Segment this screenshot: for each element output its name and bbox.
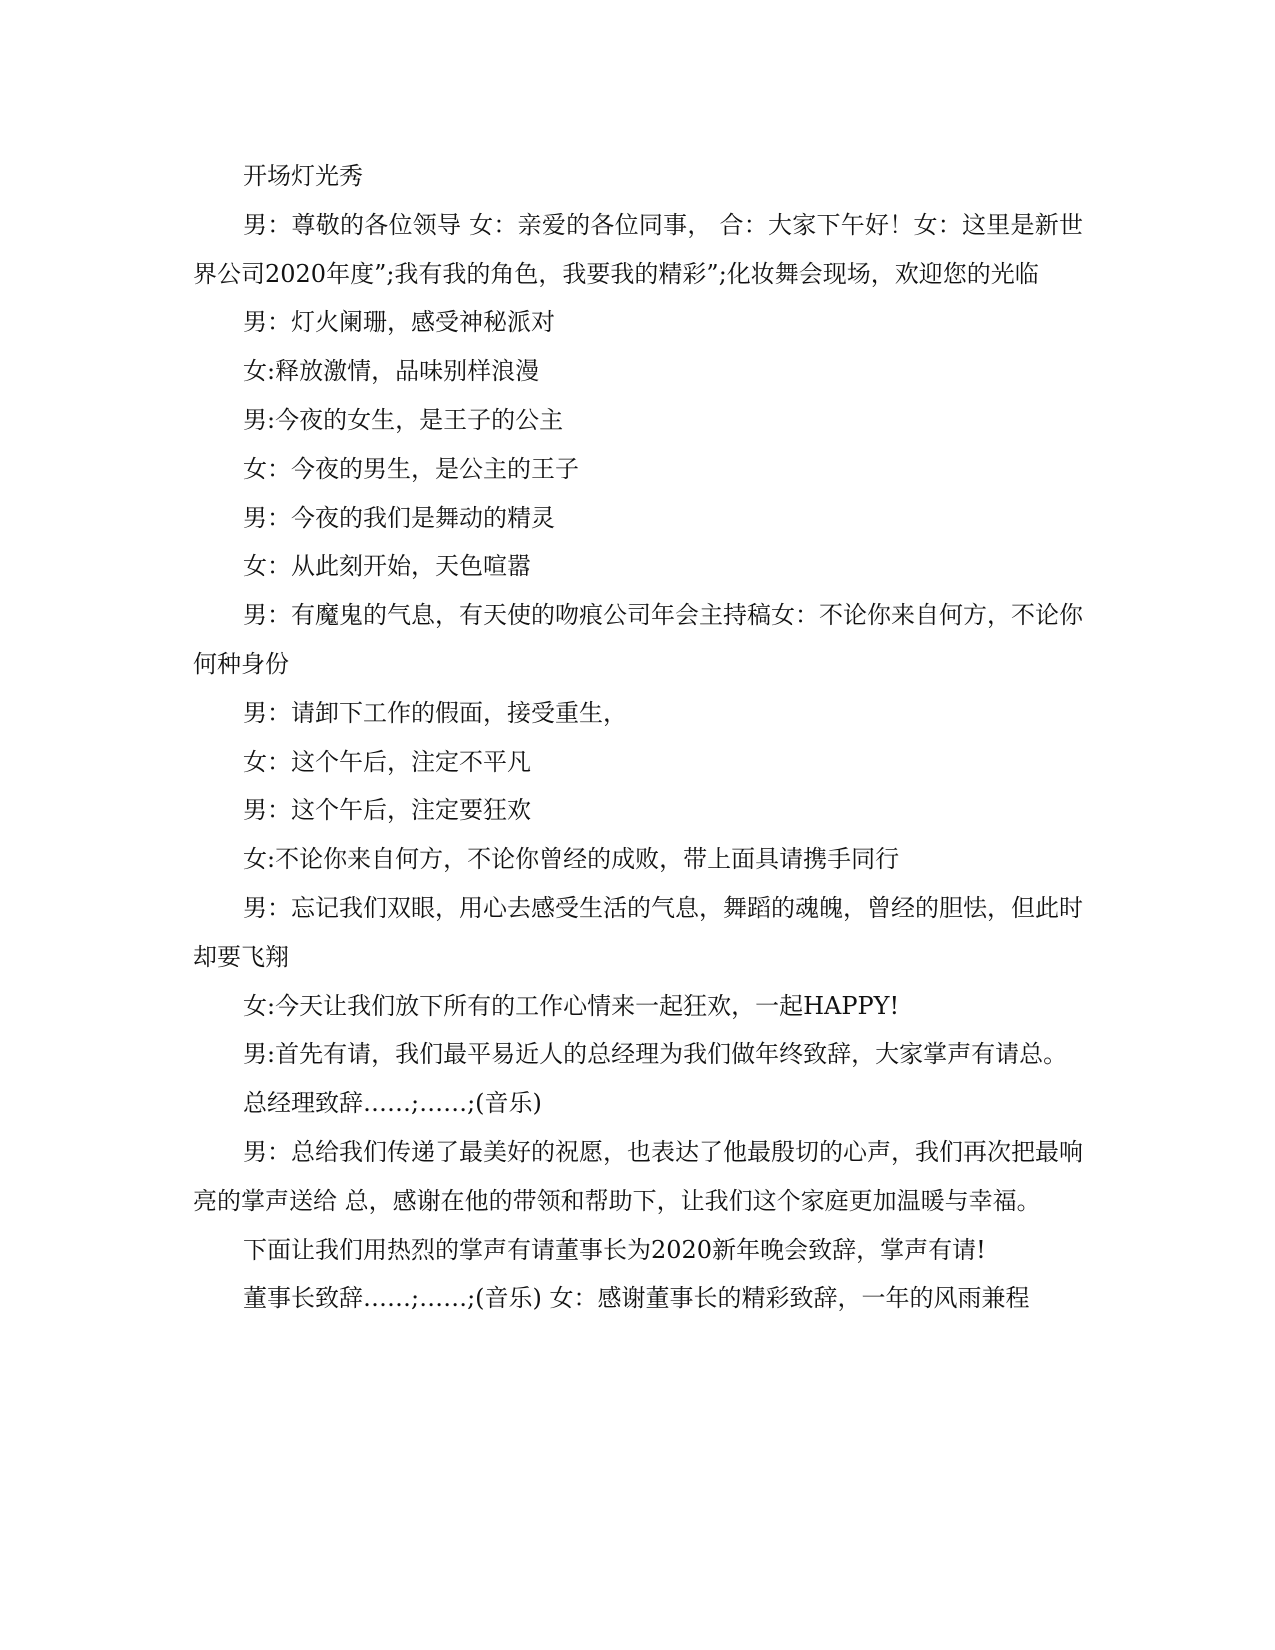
paragraph: 女:今天让我们放下所有的工作心情来一起狂欢，一起HAPPY! [243,991,900,1020]
paragraph: 女：今夜的男生，是公主的王子 [243,454,579,483]
paragraph: 男：灯火阑珊，感受神秘派对 [243,308,555,337]
paragraph: 男：总给我们传递了最美好的祝愿，也表达了他最殷切的心声，我们再次把最响亮的掌声送给 总，感谢在他的带领和帮助下，让我们这个家庭更加温暖与幸福。 [193,1137,1083,1215]
paragraph: 总经理致辞……;……;(音乐) [243,1089,542,1118]
paragraph: 男：请卸下工作的假面，接受重生， [243,698,627,727]
paragraph: 男:今夜的女生，是王子的公主 [243,405,564,434]
paragraph: 女：这个午后，注定不平凡 [243,747,531,776]
paragraph: 男：尊敬的各位领导 女：亲爱的各位同事， 合：大家下午好！女：这里是新世界公司2020年度”;我有我的角色，我要我的精彩”;化妆舞会现场，欢迎您的光临 [193,210,1083,288]
document-body [193,152,1083,1323]
paragraph: 下面让我们用热烈的掌声有请董事长为2020新年晚会致辞，掌声有请! [243,1235,986,1264]
paragraph: 女:释放激情，品味别样浪漫 [243,357,540,386]
paragraph: 女:不论你来自何方，不论你曾经的成败，带上面具请携手同行 [243,845,900,874]
paragraph: 董事长致辞……;……;(音乐) 女：感谢董事长的精彩致辞，一年的风雨兼程 [243,1284,1030,1313]
paragraph: 男：今夜的我们是舞动的精灵 [243,503,555,532]
paragraph: 女：从此刻开始，天色喧嚣 [243,552,531,581]
paragraph-title: 开场灯光秀 [243,162,363,190]
paragraph: 男：有魔鬼的气息，有天使的吻痕公司年会主持稿女：不论你来自何方，不论你何种身份 [193,601,1083,678]
paragraph: 男：忘记我们双眼，用心去感受生活的气息，舞蹈的魂魄，曾经的胆怯，但此时却要飞翔 [193,893,1083,971]
paragraph: 男：这个午后，注定要狂欢 [243,796,531,825]
paragraph: 男:首先有请，我们最平易近人的总经理为我们做年终致辞，大家掌声有请总。 [243,1040,1068,1069]
